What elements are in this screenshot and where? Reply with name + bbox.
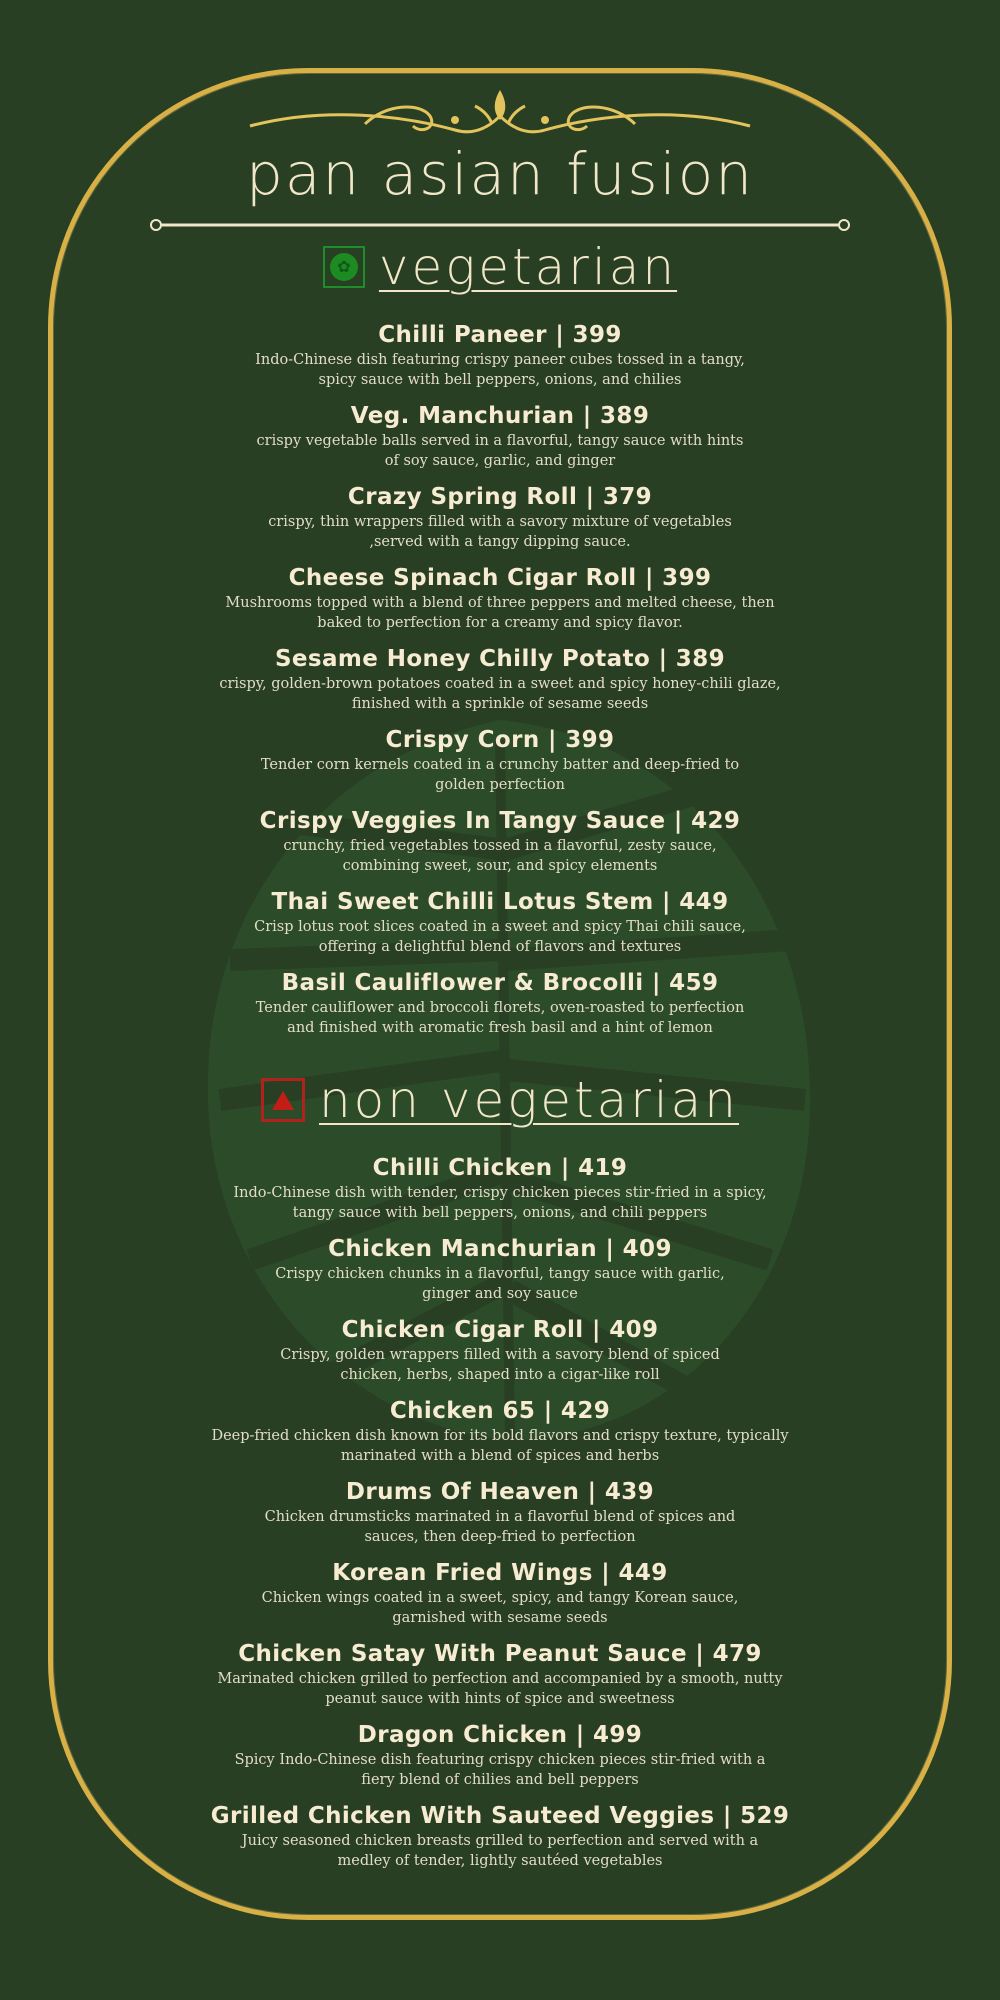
item-name: Crispy Veggies In Tangy Sauce | 429 <box>259 808 741 834</box>
menu-item <box>0 1234 1000 1315</box>
item-name: Grilled Chicken With Sauteed Veggies | 529 <box>210 1803 790 1829</box>
title-divider <box>148 218 852 232</box>
item-name: Chicken 65 | 429 <box>389 1398 611 1424</box>
item-name: Thai Sweet Chilli Lotus Stem | 449 <box>271 889 729 915</box>
item-name: Chicken Manchurian | 409 <box>328 1236 672 1262</box>
vegetarian-mark-icon: ✿ <box>323 246 365 288</box>
item-name: Chilli Chicken | 419 <box>372 1155 628 1181</box>
menu-item <box>0 1558 1000 1639</box>
menu-item <box>0 563 1000 644</box>
menu-item <box>0 320 1000 401</box>
menu-item <box>0 482 1000 563</box>
menu-item <box>0 644 1000 725</box>
item-description: Crisp lotus root slices coated in a sweet and spicy Thai chili sauce, offering a delightful blend of flavors and textures <box>254 919 746 955</box>
menu-item <box>0 1720 1000 1801</box>
item-description: crispy vegetable balls served in a flavorful, tangy sauce with hints of soy sauce, garlic, and ginger <box>256 433 744 469</box>
item-name: Korean Fried Wings | 449 <box>332 1560 668 1586</box>
menu-item <box>0 806 1000 887</box>
item-name: Chicken Satay With Peanut Sauce | 479 <box>238 1641 762 1667</box>
menu-item <box>0 1315 1000 1396</box>
item-description: crispy, golden-brown potatoes coated in a sweet and spicy honey-chili glaze, finished with a sprinkle of sesame seeds <box>219 676 781 712</box>
item-name: Basil Cauliflower & Brocolli | 459 <box>281 970 719 996</box>
item-name: Chicken Cigar Roll | 409 <box>341 1317 659 1343</box>
item-description: Chicken wings coated in a sweet, spicy, and tangy Korean sauce, garnished with sesame seeds <box>261 1590 739 1626</box>
item-description: Crispy chicken chunks in a flavorful, tangy sauce with garlic, ginger and soy sauce <box>275 1266 725 1302</box>
menu-item <box>0 1639 1000 1720</box>
menu-item <box>0 1396 1000 1477</box>
item-description: crunchy, fried vegetables tossed in a flavorful, zesty sauce, combining sweet, sour, and spicy elements <box>283 838 717 874</box>
vegetarian-label: vegetarian <box>378 238 678 296</box>
non-vegetarian-label: non vegetarian <box>318 1071 739 1129</box>
item-name: Chilli Paneer | 399 <box>378 322 622 348</box>
menu-item <box>0 1477 1000 1558</box>
menu-item <box>0 968 1000 1049</box>
item-description: crispy, thin wrappers filled with a savory mixture of vegetables ,served with a tangy dipping sauce. <box>268 514 732 550</box>
item-name: Crispy Corn | 399 <box>385 727 615 753</box>
item-description: Indo-Chinese dish featuring crispy paneer cubes tossed in a tangy, spicy sauce with bell peppers, onions, and chilies <box>255 352 745 388</box>
item-name: Sesame Honey Chilly Potato | 389 <box>274 646 726 672</box>
item-name: Dragon Chicken | 499 <box>357 1722 643 1748</box>
page-title: pan asian fusion <box>246 140 754 208</box>
item-description: Mushrooms topped with a blend of three peppers and melted cheese, then baked to perfection for a creamy and spicy flavor. <box>225 595 775 631</box>
vegetarian-list <box>0 320 1000 1049</box>
item-description: Spicy Indo-Chinese dish featuring crispy chicken pieces stir-fried with a fiery blend of chilies and bell peppers <box>234 1752 766 1788</box>
menu-item <box>0 887 1000 968</box>
item-description: Chicken drumsticks marinated in a flavorful blend of spices and sauces, then deep-fried to perfection <box>264 1509 736 1545</box>
item-name: Cheese Spinach Cigar Roll | 399 <box>288 565 712 591</box>
item-description: Tender cauliflower and broccoli florets, oven-roasted to perfection and finished with aromatic fresh basil and a hint of lemon <box>255 1000 745 1036</box>
vegetarian-heading <box>0 232 1000 302</box>
item-description: Tender corn kernels coated in a crunchy batter and deep-fried to golden perfection <box>260 757 740 793</box>
menu-item <box>0 1801 1000 1882</box>
item-name: Crazy Spring Roll | 379 <box>347 484 653 510</box>
item-description: Indo-Chinese dish with tender, crispy chicken pieces stir-fried in a spicy, tangy sauce with bell peppers, onions, and chili peppers <box>233 1185 767 1221</box>
menu-item <box>0 1153 1000 1234</box>
item-description: Deep-fried chicken dish known for its bold flavors and crispy texture, typically marinated with a blend of spices and herbs <box>211 1428 789 1464</box>
item-name: Drums Of Heaven | 439 <box>345 1479 655 1505</box>
item-description: Juicy seasoned chicken breasts grilled to perfection and served with a medley of tender, lightly sautéed vegetables <box>241 1833 759 1869</box>
menu-item <box>0 401 1000 482</box>
menu-item <box>0 725 1000 806</box>
non-vegetarian-heading <box>0 1065 1000 1135</box>
non-vegetarian-list <box>0 1153 1000 1882</box>
item-description: Crispy, golden wrappers filled with a savory blend of spiced chicken, herbs, shaped into a cigar-like roll <box>280 1347 720 1383</box>
item-name: Veg. Manchurian | 389 <box>350 403 650 429</box>
item-description: Marinated chicken grilled to perfection and accompanied by a smooth, nutty peanut sauce with hints of spice and sweetness <box>217 1671 783 1707</box>
gold-flourish-icon <box>245 86 755 148</box>
non-vegetarian-mark-icon <box>261 1078 305 1122</box>
